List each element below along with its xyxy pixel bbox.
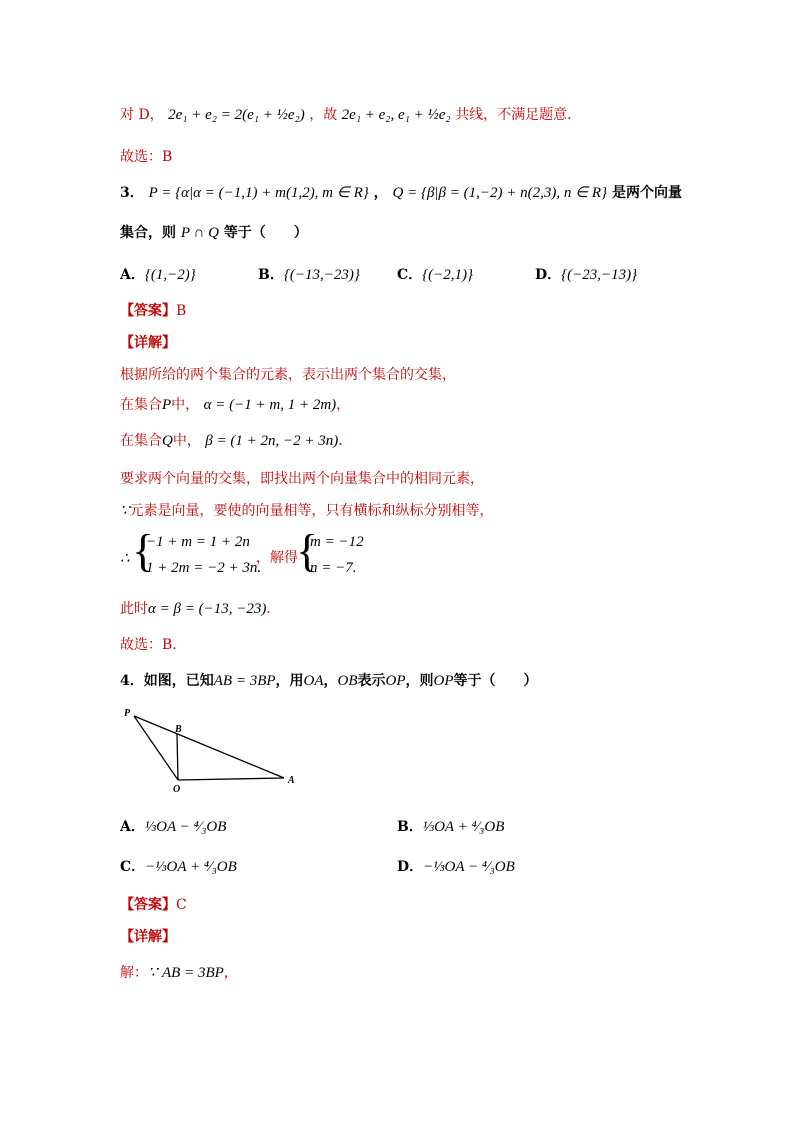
stem-text: ，用 xyxy=(275,673,304,689)
option-label: D． xyxy=(397,859,424,875)
separator: ， xyxy=(373,185,388,201)
vector-op: OP xyxy=(433,673,454,689)
text: ， xyxy=(223,965,238,981)
q3-conclusion: 故选：B． xyxy=(120,637,187,653)
q4-detail-label: 【详解】 xyxy=(120,929,176,945)
option-value: {(−23,−13)} xyxy=(561,267,638,283)
vector-oa: OA xyxy=(303,673,324,689)
segment-bo xyxy=(177,734,178,780)
q3-stem-line1 xyxy=(120,182,682,202)
q3-solution-line7 xyxy=(120,598,280,618)
intersection-formula: P ∩ Q xyxy=(180,225,219,241)
stem-text: 如图，已知 xyxy=(143,673,214,689)
text: 解： xyxy=(120,965,148,981)
because-symbol: ∵ xyxy=(148,965,158,981)
left-brace-icon: { xyxy=(296,525,319,576)
formula-vectors: 2e₁ + e₂, e₁ + ½e₂ xyxy=(341,107,451,123)
q3-stem-line2 xyxy=(120,222,308,242)
text: ． xyxy=(338,433,353,449)
equation-1: −1 + m = 1 + 2n xyxy=(146,534,250,550)
formula: α = β = (−13, −23) xyxy=(148,601,267,617)
q3-answer xyxy=(120,300,186,320)
variable: P xyxy=(162,397,172,413)
text: 元素是向量，要使的向量相等，只有横标和纵标分别相等， xyxy=(129,503,494,519)
text-suffix: 共线，不满足题意. xyxy=(455,107,572,123)
text-prefix: 对 D， xyxy=(120,107,164,123)
formula: α = (−1 + m, 1 + 2m) xyxy=(203,397,337,413)
text: 中， xyxy=(171,397,200,413)
because-symbol: ∵ xyxy=(120,503,130,519)
text: 在集合 xyxy=(120,397,162,413)
formula: β = (1 + 2n, −2 + 3n) xyxy=(205,433,339,449)
text: ， xyxy=(336,397,351,413)
question-number: 4． xyxy=(120,673,144,689)
option-label: D． xyxy=(535,267,562,283)
q4-option-d xyxy=(397,856,515,876)
set-q-formula: Q = {β|β = (1,−2) + n(2,3), n ∈ R} xyxy=(392,185,608,201)
q3-detail-label: 【详解】 xyxy=(120,335,176,351)
stem-text: 等于（ ） xyxy=(453,673,538,689)
question-number: 3． xyxy=(120,185,144,201)
intro-conclusion: 故选：B xyxy=(120,149,173,165)
segment-oa xyxy=(178,778,284,780)
label-b: B xyxy=(175,724,182,735)
stem-tail: 是两个向量 xyxy=(611,185,682,201)
therefore-symbol: ∴ xyxy=(120,551,130,567)
answer-value: C xyxy=(176,897,187,913)
stem-text: 集合，则 xyxy=(120,225,176,241)
q3-option-c xyxy=(397,264,473,284)
q3-option-d xyxy=(535,264,637,284)
text: 此时 xyxy=(120,601,148,617)
q4-stem xyxy=(120,670,538,690)
option-label: A． xyxy=(120,819,145,835)
option-value: ⅓OA − ⁴⁄₃OB xyxy=(144,819,227,835)
option-label: A． xyxy=(120,267,145,283)
answer-label: 【答案】 xyxy=(120,897,176,913)
label-o: O xyxy=(173,784,181,795)
q4-answer xyxy=(120,894,187,914)
q4-option-b xyxy=(397,816,504,836)
q3-solution-line5 xyxy=(120,500,494,520)
q3-option-a xyxy=(120,264,196,284)
q4-triangle-figure xyxy=(118,704,308,796)
option-value: {(−13,−23)} xyxy=(283,267,360,283)
text: 中， xyxy=(172,433,201,449)
label-a: A xyxy=(288,775,295,786)
vector-op: OP xyxy=(385,673,406,689)
result-n: n = −7. xyxy=(310,560,357,576)
option-d-analysis xyxy=(120,104,572,124)
option-value: {(1,−2)} xyxy=(144,267,196,283)
option-label: B． xyxy=(258,267,284,283)
q3-solution-line3 xyxy=(120,430,352,450)
q3-solution-line1: 根据所给的两个集合的元素，表示出两个集合的交集， xyxy=(120,367,456,383)
solve-text: ，解得 xyxy=(256,550,298,566)
option-value: −⅓OA + ⁴⁄₃OB xyxy=(145,859,237,875)
q4-solution-line1 xyxy=(120,962,238,982)
q4-option-a xyxy=(120,816,226,836)
q4-option-c xyxy=(120,856,237,876)
vector-ob: OB xyxy=(337,673,358,689)
result-m: m = −12 xyxy=(310,534,364,550)
option-label: B． xyxy=(397,819,423,835)
label-p: P xyxy=(124,708,131,719)
segment-pa xyxy=(134,716,284,778)
text-mid: ，故 xyxy=(309,107,338,123)
option-label: C． xyxy=(397,267,423,283)
option-value: {(−2,1)} xyxy=(422,267,474,283)
formula: AB = 3BP xyxy=(162,965,224,981)
option-label: C． xyxy=(120,859,146,875)
option-value: −⅓OA − ⁴⁄₃OB xyxy=(423,859,515,875)
formula-ab-bp: AB = 3BP xyxy=(213,673,276,689)
q3-solution-line2 xyxy=(120,394,350,414)
set-p-formula: P = {α|α = (−1,1) + m(1,2), m ∈ R} xyxy=(148,185,369,201)
q3-solution-line4: 要求两个向量的交集，即找出两个向量集合中的相同元素， xyxy=(120,471,484,487)
stem-text: ，则 xyxy=(405,673,434,689)
stem-text: 表示 xyxy=(357,673,386,689)
stem-text: ， xyxy=(323,673,338,689)
equation-2: 1 + 2m = −2 + 3n. xyxy=(146,560,262,576)
answer-value: B xyxy=(176,303,187,319)
text: ． xyxy=(266,601,281,617)
option-value: ⅓OA + ⁴⁄₃OB xyxy=(422,819,505,835)
stem-tail: 等于（ ） xyxy=(223,225,308,241)
left-brace-icon: { xyxy=(132,525,155,576)
q3-option-b xyxy=(258,264,360,284)
text: 在集合 xyxy=(120,433,162,449)
formula-equation: 2e₁ + e₂ = 2(e₁ + ½e₂) xyxy=(168,107,305,123)
variable: Q xyxy=(162,433,173,449)
answer-label: 【答案】 xyxy=(120,303,176,319)
